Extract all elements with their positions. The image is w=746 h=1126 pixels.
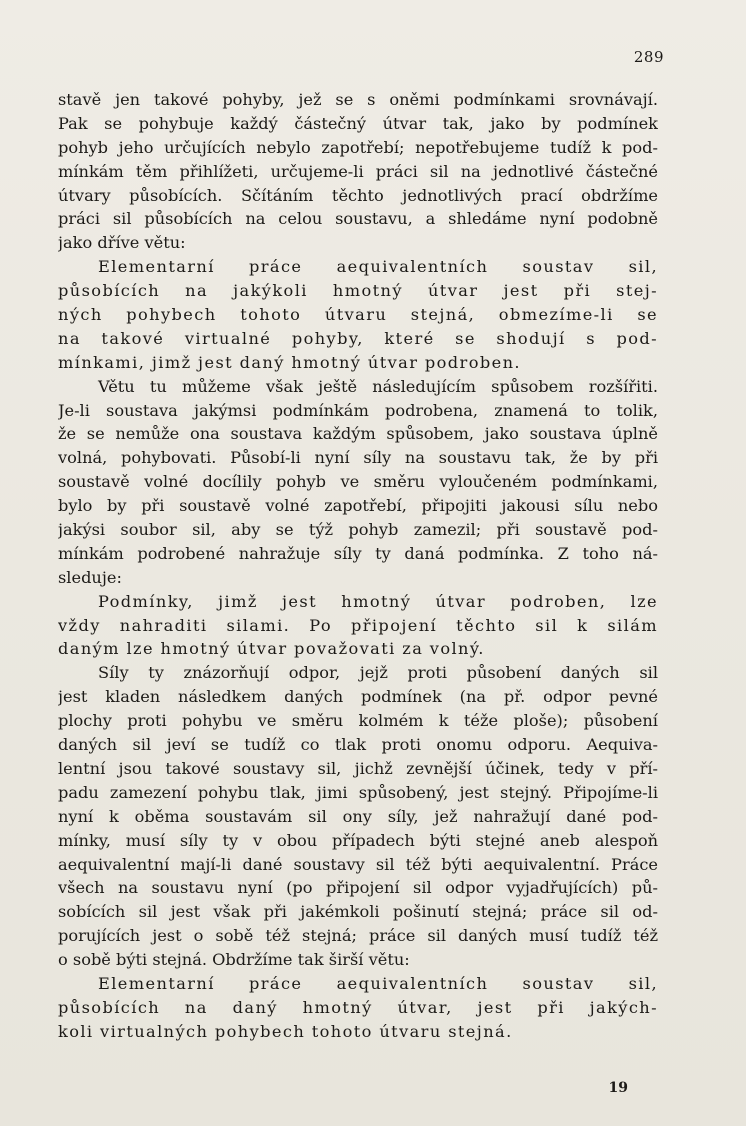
- text-line: mínkám těm přihlížeti, určujeme-li práci sil na jednotlivé částečné: [58, 161, 658, 181]
- text-line: sobících sil jest však při jakémkoli pošinutí stejná; práce sil od-: [58, 902, 658, 922]
- text-line: že se nemůže ona soustava každým spůsobem, jako soustava úplně: [58, 424, 658, 444]
- text-line: Větu tu můžeme však ještě následujícím spůsobem rozšířiti.: [98, 376, 658, 396]
- text-line: o sobě býti stejná. Obdržíme tak širší větu:: [58, 950, 410, 970]
- text-line: nyní k oběma soustavám sil ony síly, jež nahražují dané pod-: [58, 806, 658, 826]
- text-line: Pak se pohybuje každý částečný útvar tak, jako by podmínek: [58, 113, 658, 133]
- text-line: soustavě volné docílily pohyb ve směru vyloučeném podmínkami,: [58, 472, 658, 492]
- text-line: Podmínky, jimž jest hmotný útvar podroben, lze: [98, 591, 658, 611]
- text-line: jest kladen následkem daných podmínek (na př. odpor pevné: [58, 687, 658, 707]
- text-line: daných sil jeví se tudíž co tlak proti onomu odporu. Aequiva-: [58, 735, 658, 755]
- text-line: mínkami, jimž jest daný hmotný útvar podroben.: [58, 352, 521, 372]
- text-line: mínky, musí síly ty v obou případech býti stejné aneb alespoň: [58, 830, 658, 850]
- text-line: volná, pohybovati. Působí-li nyní síly na soustavu tak, že by při: [58, 448, 658, 468]
- page-number: 289: [633, 48, 664, 66]
- text-line: působících na daný hmotný útvar, jest při jakých-: [58, 997, 658, 1017]
- text-line: stavě jen takové pohyby, jež se s oněmi podmínkami srovnávají.: [58, 90, 658, 109]
- text-line: mínkám podrobené nahražuje síly ty daná podmínka. Z toho ná-: [58, 543, 658, 563]
- body-text: [58, 88, 658, 1044]
- text-line: působících na jakýkoli hmotný útvar jest při stej-: [58, 281, 658, 301]
- text-line: vždy nahraditi silami. Po připojení těchto sil k silám: [58, 615, 658, 635]
- text-line: jako dříve větu:: [58, 233, 186, 253]
- text-line: Síly ty znázorňují odpor, jejž proti působení daných sil: [98, 663, 658, 683]
- text-line: sleduje:: [58, 567, 122, 587]
- text-line: všech na soustavu nyní (po připojení sil odpor vyjadřujících) pů-: [58, 878, 658, 898]
- text-line: aequivalentní mají-li dané soustavy sil též býti aequivalentní. Práce: [58, 854, 658, 874]
- text-line: na takové virtualné pohyby, které se shodují s pod-: [58, 328, 658, 348]
- text-line: porujících jest o sobě též stejná; práce sil daných musí tudíž též: [58, 926, 658, 946]
- text-line: ných pohybech tohoto útvaru stejná, obmezíme-li se: [58, 305, 658, 325]
- signature-mark: 19: [608, 1080, 628, 1096]
- text-line: útvary působících. Sčítáním těchto jednotlivých prací obdržíme: [58, 185, 658, 205]
- text-line: pohyb jeho určujících nebylo zapotřebí; nepotřebujeme tudíž k pod-: [58, 137, 658, 157]
- text-line: koli virtualných pohybech tohoto útvaru stejná.: [58, 1021, 513, 1041]
- text-line: plochy proti pohybu ve směru kolmém k téže ploše); působení: [58, 711, 658, 731]
- text-line: jakýsi soubor sil, aby se týž pohyb zamezil; při soustavě pod-: [58, 520, 658, 540]
- text-line: bylo by při soustavě volné zapotřebí, připojiti jakousi sílu nebo: [58, 496, 658, 516]
- text-line: lentní jsou takové soustavy sil, jichž zevnější účinek, tedy v pří-: [58, 758, 658, 778]
- text-line: daným lze hmotný útvar považovati za volný.: [58, 639, 485, 659]
- text-line: Elementarní práce aequivalentních soustav sil,: [98, 973, 658, 993]
- text-line: Je-li soustava jakýmsi podmínkám podrobena, znamená to tolik,: [58, 400, 658, 420]
- text-line: Elementarní práce aequivalentních soustav sil,: [98, 257, 658, 277]
- text-line: práci sil působících na celou soustavu, a shledáme nyní podobně: [58, 209, 658, 229]
- text-line: padu zamezení pohybu tlak, jimi spůsobený, jest stejný. Připojíme-li: [58, 782, 658, 802]
